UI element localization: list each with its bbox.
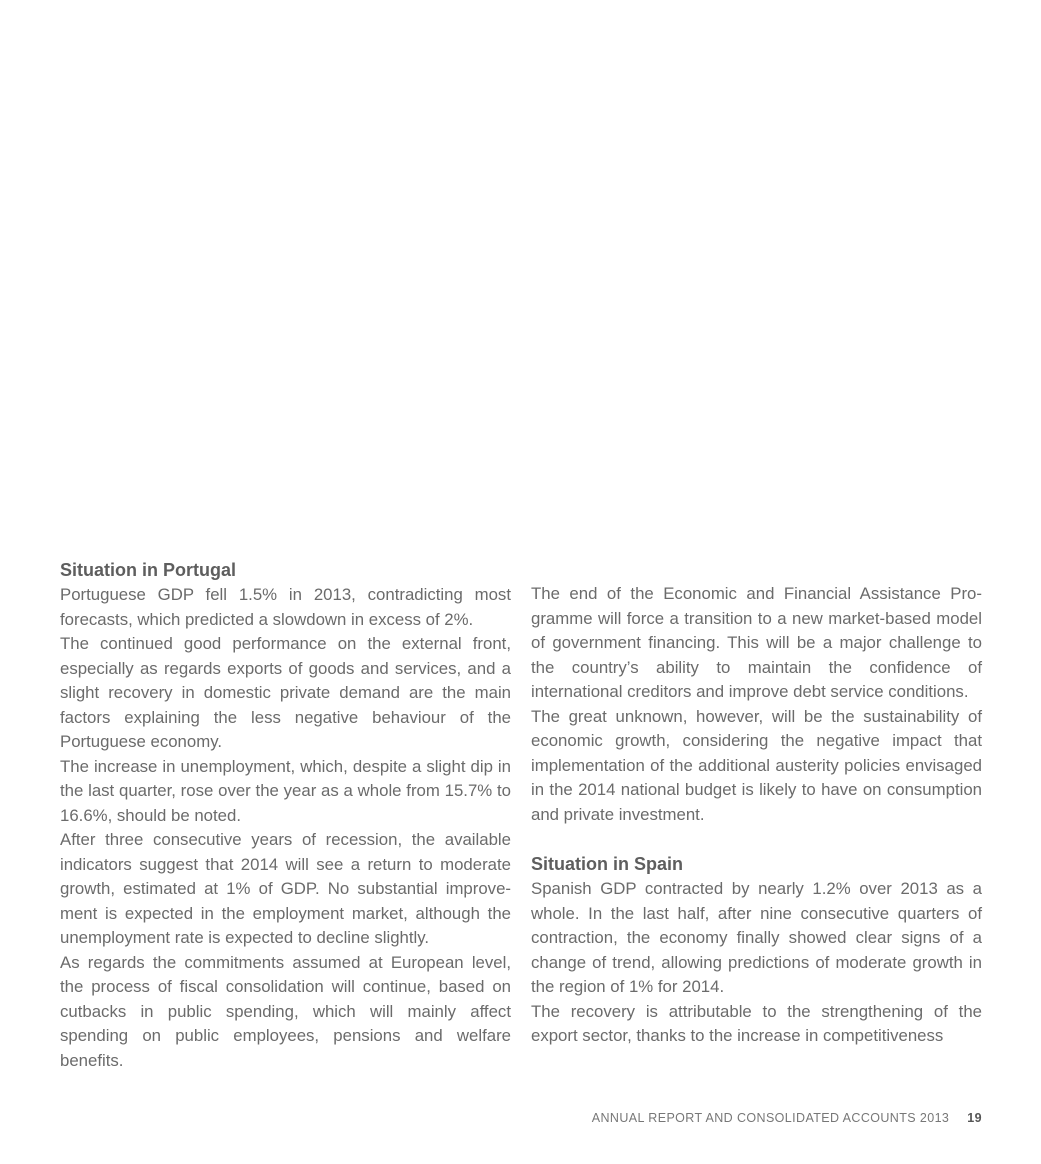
paragraph: After three consecutive years of recession, the available indicators suggest that 2014 will see a return to moderate growth, estimated at 1% of GDP. No substantial improvement is expected in the employment market, although the unemployment rate is expected to decline slightly. [60,830,511,947]
paragraph: Spanish GDP contracted by nearly 1.2% over 2013 as a whole. In the last half, after nine consecutive quarters of contraction, the economy finally showed clear signs of a change of trend, allowing predictions of moderate growth in the region of 1% for 2014. [531,879,982,996]
section-heading-spain: Situation in Spain [531,854,683,874]
paragraph: The increase in unemployment, which, despite a slight dip in the last quarter, rose over the year as a whole from 15.7% to 16.6%, should be noted. [60,756,511,825]
report-title: ANNUAL REPORT AND CONSOLIDATED ACCOUNTS 2013 [591,1111,950,1125]
page-number: 19 [967,1111,982,1125]
paragraph: The recovery is attributable to the strengthening of the export sector, thanks to the increase in competitiveness [531,1001,982,1045]
paragraph: The great unknown, however, will be the sustainability of economic growth, considering the negative impact that implementation of the additional austerity policies envisaged in the 2014 national budget is likely to have on consumption and private investment. [531,706,982,824]
paragraph: As regards the commitments assumed at European level, the process of fiscal consolidation will continue, based on cutbacks in public spending, which will mainly affect spending on public employees, pensions and welfare benefits. [60,952,511,1070]
page-footer [592,1111,982,1125]
paragraph: Portuguese GDP fell 1.5% in 2013, contradicting most forecasts, which predicted a slowdown in excess of 2%. [60,585,511,629]
paragraph: The continued good performance on the external front, especially as regards exports of goods and services, and a slight recovery in domestic private demand are the main factors explaining the less negative behaviour of the Portuguese economy. [60,634,511,751]
left-column [60,557,511,1073]
section-spacer [531,827,982,851]
paragraph: The end of the Economic and Financial Assistance Programme will force a transition to a new market-based model of government financing. This will be a major challenge to the country’s ability to maintain the confidence of international creditors and improve debt service conditions. [531,584,982,701]
right-column [531,582,982,1049]
section-heading-portugal: Situation in Portugal [60,560,236,580]
